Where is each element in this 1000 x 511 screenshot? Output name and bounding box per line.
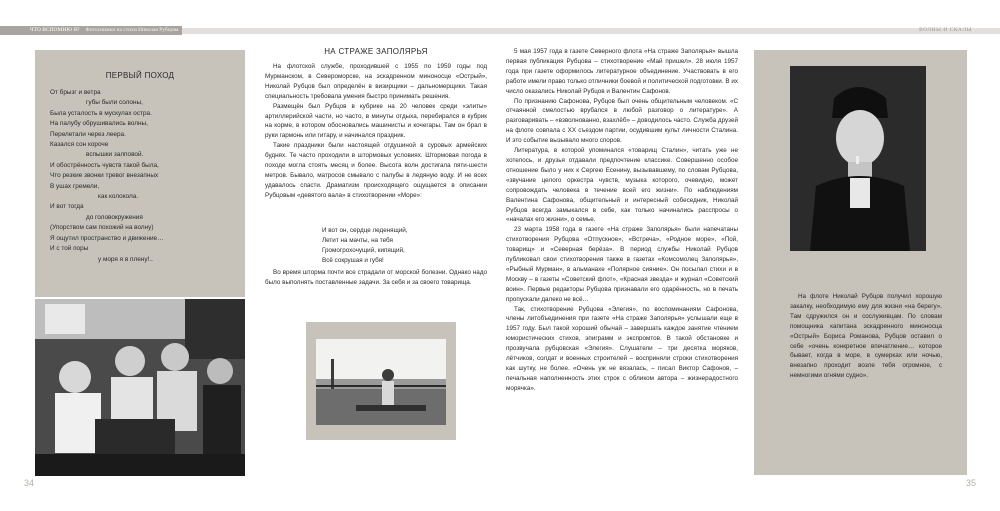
article-paragraph: 23 марта 1958 года в газете «На страже Заполярья» были напечатаны стихотворения Рубцова «Отпускное», «Встреча», «Родное море», «Пой, товарищ» и «Северная берёза». В период службы Николай Рубцов публиковал свои стихотворения также в газетах «Комсомолец Заполярья», «Рыбный Мурман», в альманахе «Полярное сияние». Он посылал стихи и в Москву – в газеты «Советский флот», «Красная звезда» и журнал «Советский воин». Первые редакторы Рубцова признавали его одарённость, но в печать пропускали далеко не всё…: [506, 226, 738, 303]
poem-line: Казался сон короче: [50, 141, 109, 149]
section-title-left: ЧТО ВСПОМНЮ Я?: [30, 27, 80, 33]
poem-line: И с той поры: [50, 245, 89, 253]
poem-line: как колокола.: [98, 193, 139, 201]
poem-line: И вот тогда: [50, 203, 84, 211]
poem-line: Была усталость в мускулах остра.: [50, 109, 152, 117]
poem-line: И обострённость чувств такой была,: [50, 161, 159, 169]
poem-line: В ушах гремели,: [50, 182, 100, 190]
portrait-caption: [790, 292, 942, 381]
sailors-photo-image: [35, 299, 245, 476]
page-number-right: 35: [966, 478, 977, 488]
poem-body: [50, 88, 240, 265]
deck-photo-image: [316, 339, 446, 425]
sailors-photo: [35, 299, 245, 476]
article-paragraph: Размещён был Рубцов в кубрике на 20 человек среди «элиты» артиллерийской части, но часто, в минуты отдыха, перебирался в кубрик на корме, в котором обосновались машинисты и кочегары. Там он брал в руки гармонь или гитару, и начинался праздник.: [265, 102, 487, 140]
article-column-2: [506, 47, 738, 394]
poem-line: Я ощутил пространство и движение…: [50, 234, 164, 242]
article-column-1-end: [265, 268, 487, 288]
article-paragraph: Литература, в которой упоминался «товарищ Сталин», читать уже не хотелось, и друзья отдавали предпочтение классике. Совершенно особое отношение было у них к Сергею Есенину, вызывавшему, по словам Рубцова, «звучание целого оркестра чувств, музыка которого, очевидно, может сопровождать человека в течение всей его жизни». По наблюдениям Валентина Сафонова, общительный и интересный собеседник, Николай Рубцов всегда замыкался в себе, как только начинались расспросы о «началах его жизни», о семье.: [506, 147, 738, 224]
article-title: НА СТРАЖЕ ЗАПОЛЯРЬЯ: [324, 47, 428, 56]
poem-line: до головокружения: [86, 213, 143, 221]
poem-line: (Упорством сам похожий на волну): [50, 224, 154, 232]
poem-line: Перелетали через леера.: [50, 130, 126, 138]
verse-line: Всё сокрушая и губя!: [322, 256, 384, 264]
article-paragraph: 5 мая 1957 года в газете Северного флота «На страже Заполярья» вышла первая публикация Рубцова – стихотворение «Май пришел». 28 июля 1957 года при газете оформилось литературное объединение. Участвовать в его работе имели право только отличники боевой и политической подготовки. В их число оказались Николай Рубцов и Валентин Сафонов.: [506, 48, 738, 95]
section-subtitle-left: Фотоснимки на стихи Николая Рубцова: [85, 27, 179, 33]
verse-line: И вот он, сердце леденящий,: [322, 227, 408, 234]
poem-line: вспышки залповой.: [86, 151, 144, 159]
poem-line: у моря я в плену!..: [98, 255, 153, 263]
article-paragraph: Во время шторма почти все страдали от морской болезни. Однако надо было выполнять поставленные задачи. За себя и за своего товарища.: [265, 269, 487, 286]
verse-line: Летит на мачты, на тебя: [322, 236, 393, 244]
portrait-image: [790, 66, 926, 251]
article-paragraph: Такие праздники были настоящей отдушиной в суровых армейских буднях. Те часто проходили в штормовых условиях. Штормовая погода в походе могла стоять месяц и более. Высота волн достигала пяти-шести метров. Бывало, матросов смывало с палубы в ледяную воду. И не всех удавалось спасти. Драматизм происходящего ощущается в описании Рубцовым «девятого вала» в стихотворении «Море»:: [265, 142, 487, 199]
caption-text: На флоте Николай Рубцов получил хорошую закалку, необходимую ему для жизни «на берегу». Там сдружился он и сослуживцам. По словам помощника капитана эскадренного миноносца «Острый» Бориса Романова, Рубцов оставил о себе «очень конкретное впечатление… которое бывает, когда в море, в сумерках или ночью, внезапно проходит возле тебя огромное, с немногими огнями судно».: [790, 293, 942, 380]
poem-title: ПЕРВЫЙ ПОХОД: [105, 71, 175, 80]
deck-photo: [316, 339, 446, 425]
poem-line: На палубу обрушивались волны,: [50, 120, 148, 128]
article-paragraph: На флотской службе, проходившей с 1955 по 1959 годы под Мурманском, в Североморске, на эскадренном миноносце «Острый», Николай Рубцов был определён в визирщики – дальномерщики. Такая специальность требовала умения быстро принимать решения.: [265, 63, 487, 100]
section-title-right: ВОЛНЫ И СКАЛЫ: [919, 27, 972, 33]
quoted-verse: [322, 226, 482, 266]
article-column-1: [265, 62, 487, 201]
page-number-left: 34: [24, 478, 35, 488]
rubtsov-portrait-photo: [790, 66, 926, 251]
poem-line: губы были солоны,: [86, 99, 143, 107]
verse-line: Громогрохочущий, кипящий,: [322, 246, 405, 254]
poem-line: От брызг и ветра: [50, 89, 101, 96]
poem-line: Что резкие звонки тревог внезапных: [50, 172, 159, 180]
article-paragraph: По признанию Сафонова, Рубцов был очень общительным человеком. «С отчаянной смелостью врубался в любой разговор о литературе». А разговаривать – «взволнованно, взахлёб» – доводилось часто. Служба друзей на флоте совпала с XX съездом партии, осудившим культ личности Сталина. И это событие вызывало много споров.: [506, 97, 738, 145]
article-paragraph: Так, стихотворение Рубцова «Элегия», по воспоминаниям Сафонова, члены литобъединения при газете «На страже Заполярья» услышали еще в 1957 году. Был такой хороший обычай – завершать каждое занятие чтением юмористических стихов, эпиграмм и экспромтов. В такой обстановке и прозвучала рубцовская «Элегия». Слушатели – три десятка моряков, лётчиков, солдат и военных строителей – восприняли строки стихотворения как шутку, не более. «Очень уж не вязалась, – писал Виктор Сафонов, – печальная наполненность этих строк с обликом автора – жизнерадостного морячка».: [506, 305, 738, 392]
running-header-left: [0, 26, 182, 35]
